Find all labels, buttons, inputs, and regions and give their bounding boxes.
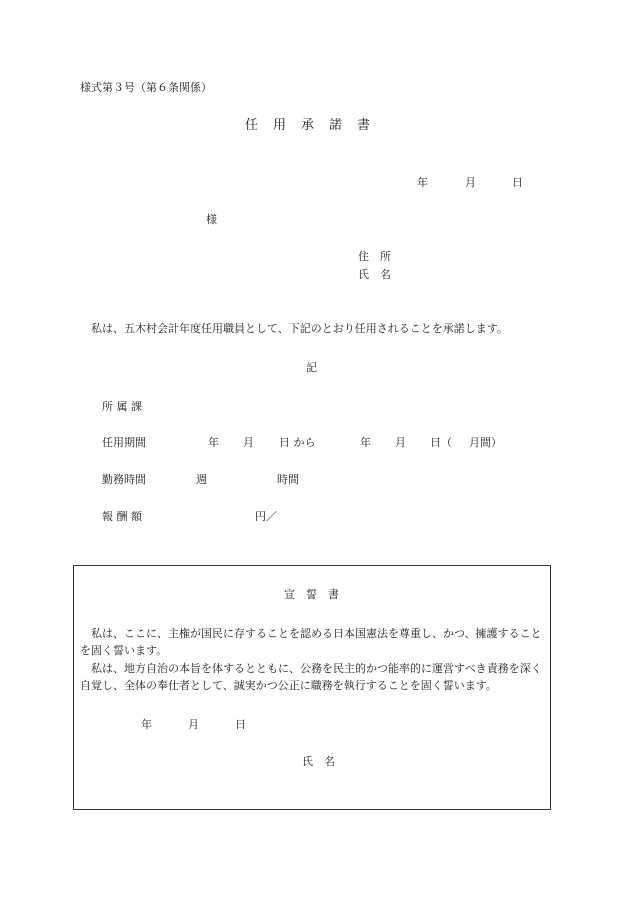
oath-date-day: 日 (235, 718, 246, 731)
address-label: 住 所 (358, 250, 391, 263)
title-char: 諾 (329, 118, 343, 133)
oath-title-char: 誓 (306, 588, 317, 601)
top-date-day: 日 (512, 176, 523, 189)
period-to-day: 日（ (430, 436, 452, 449)
ki-heading: 記 (306, 361, 317, 374)
period-to-month: 月 (395, 436, 406, 449)
name-label: 氏 名 (358, 268, 391, 281)
hours-week: 週 (196, 473, 207, 486)
period-from-month: 月 (243, 436, 254, 449)
hours-unit: 時間 (277, 473, 299, 486)
period-to-year: 年 (360, 436, 371, 449)
pay-label: 報 酬 額 (102, 510, 142, 523)
oath-date-month: 月 (188, 718, 199, 731)
oath-title (284, 588, 350, 602)
top-date-month: 月 (465, 176, 476, 189)
period-from-year: 年 (208, 436, 219, 449)
consent-statement: 私は、五木村会計年度任用職員として、下記のとおり任用されることを承諾します。 (91, 322, 508, 335)
form-number: 様式第３号（第６条関係） (80, 81, 212, 94)
oath-paragraph-constitution: 私は、ここに、主権が国民に存することを認める日本国憲法を尊重し、かつ、擁護することを固く誓います。 (80, 627, 542, 657)
top-date-year: 年 (417, 176, 428, 189)
title-char: 書 (357, 118, 371, 133)
period-label: 任用期間 (102, 436, 146, 449)
oath-paragraph-duty: 私は、地方自治の本旨を体するとともに、公務を民主的かつ能率的に運営すべき責務を深く自覚し、全体の奉仕者として、誠実かつ公正に職務を執行することを固く誓います。 (80, 662, 542, 692)
oath-name-label: 氏 名 (302, 755, 335, 768)
period-months: 月間） (469, 436, 502, 449)
hours-label: 勤務時間 (102, 473, 146, 486)
department-label: 所 属 課 (102, 400, 142, 413)
pay-unit: 円／ (255, 510, 277, 523)
title-char: 任 (245, 118, 259, 133)
title-char: 用 (273, 118, 287, 133)
document-title (245, 119, 385, 133)
addressee-suffix: 様 (206, 213, 217, 226)
title-char: 承 (301, 118, 315, 133)
period-from-day: 日 から (279, 436, 316, 449)
oath-title-char: 宣 (284, 588, 295, 601)
oath-title-char: 書 (328, 588, 339, 601)
oath-date-year: 年 (141, 718, 152, 731)
